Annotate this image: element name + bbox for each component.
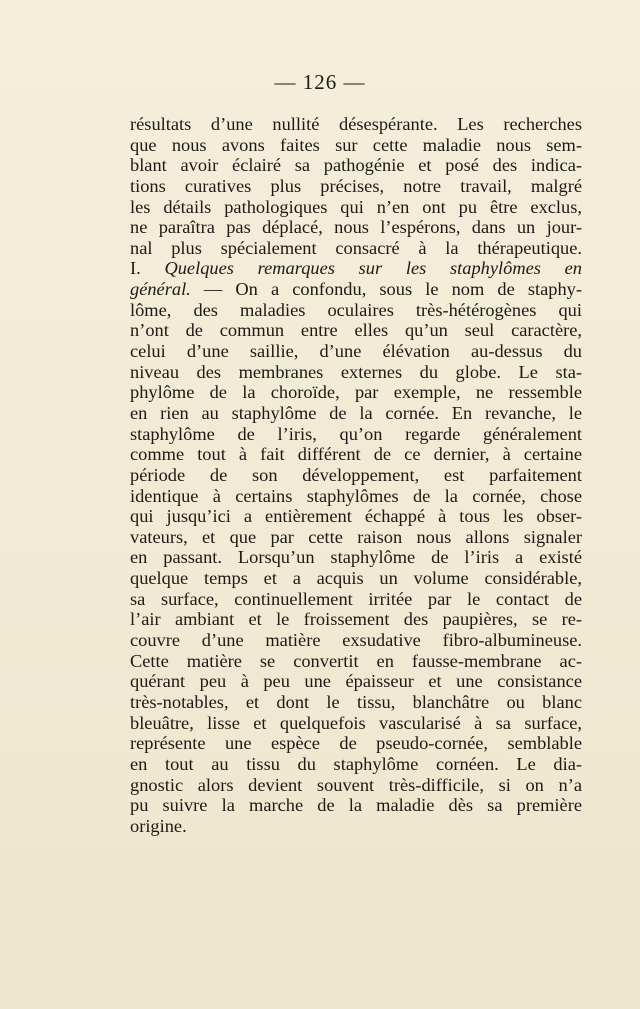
text-line: en rien au staphylôme de la cornée. En revanche, le xyxy=(130,402,582,423)
text-line: résultats d’une nullité désespérante. Les recherches xyxy=(130,114,582,134)
text-line: gnostic alors devient souvent très-difficile, si on n’a xyxy=(130,774,582,795)
text-line: identique à certains staphylômes de la cornée, chose xyxy=(130,485,582,506)
text-line: n’ont de commun entre elles qu’un seul caractère, xyxy=(130,320,582,341)
text-line: les détails pathologiques qui n’en ont pu être exclus, xyxy=(130,196,582,217)
page-number: — 126 — xyxy=(274,70,366,94)
text-line: phylôme de la choroïde, par exemple, ne ressemble xyxy=(130,382,582,403)
text-line: très-notables, et dont le tissu, blanchâtre ou blanc xyxy=(130,691,582,712)
text-line: bleuâtre, lisse et quelquefois vascularisé à sa surface, xyxy=(130,712,582,733)
text-line: lôme, des maladies oculaires très-hétérogènes qui xyxy=(130,299,582,320)
body-text xyxy=(130,114,582,836)
text-line: nal plus spécialement consacré à la thérapeutique. xyxy=(130,237,582,258)
section-heading-line-2 xyxy=(130,279,582,300)
section-title-end: général. xyxy=(130,279,191,300)
text-line: vateurs, et que par cette raison nous allons signaler xyxy=(130,526,582,547)
text-line: sa surface, continuellement irritée par le contact de xyxy=(130,588,582,609)
text-line: pu suivre la marche de la maladie dès sa première xyxy=(130,795,582,816)
text-line: celui d’une saillie, d’une élévation au-dessus du xyxy=(130,341,582,362)
text-line: période de son développement, est parfaitement xyxy=(130,464,582,485)
section-number: I. xyxy=(130,258,141,279)
text-line: ne paraîtra pas déplacé, nous l’espérons, dans un jour- xyxy=(130,217,582,238)
section-title: Quelques remarques sur les staphylômes en xyxy=(164,258,582,279)
text-line: staphylôme de l’iris, qu’on regarde généralement xyxy=(130,423,582,444)
text-line: qui jusqu’ici a entièrement échappé à tous les obser- xyxy=(130,506,582,527)
text-line: l’air ambiant et le froissement des paupières, se re- xyxy=(130,609,582,630)
text-line: quérant peu à peu une épaisseur et une consistance xyxy=(130,671,582,692)
text-line: en tout au tissu du staphylôme cornéen. Le dia- xyxy=(130,753,582,774)
text-line: en passant. Lorsqu’un staphylôme de l’iris a existé xyxy=(130,547,582,568)
text-line: Cette matière se convertit en fausse-membrane ac- xyxy=(130,650,582,671)
text-line: couvre d’une matière exsudative fibro-albumineuse. xyxy=(130,630,582,651)
text-line: quelque temps et a acquis un volume considérable, xyxy=(130,568,582,589)
text-line: blant avoir éclairé sa pathogénie et posé des indica- xyxy=(130,155,582,176)
section-intro: — On a confondu, sous le nom de staphy- xyxy=(203,279,582,300)
text-line: origine. xyxy=(130,815,187,836)
section-heading-line xyxy=(130,258,582,279)
text-line: comme tout à fait différent de ce dernier, à certaine xyxy=(130,444,582,465)
text-line: que nous avons faites sur cette maladie nous sem- xyxy=(130,134,582,155)
text-line: tions curatives plus précises, notre travail, malgré xyxy=(130,175,582,196)
text-line: niveau des membranes externes du globe. Le sta- xyxy=(130,361,582,382)
text-line: représente une espèce de pseudo-cornée, semblable xyxy=(130,733,582,754)
